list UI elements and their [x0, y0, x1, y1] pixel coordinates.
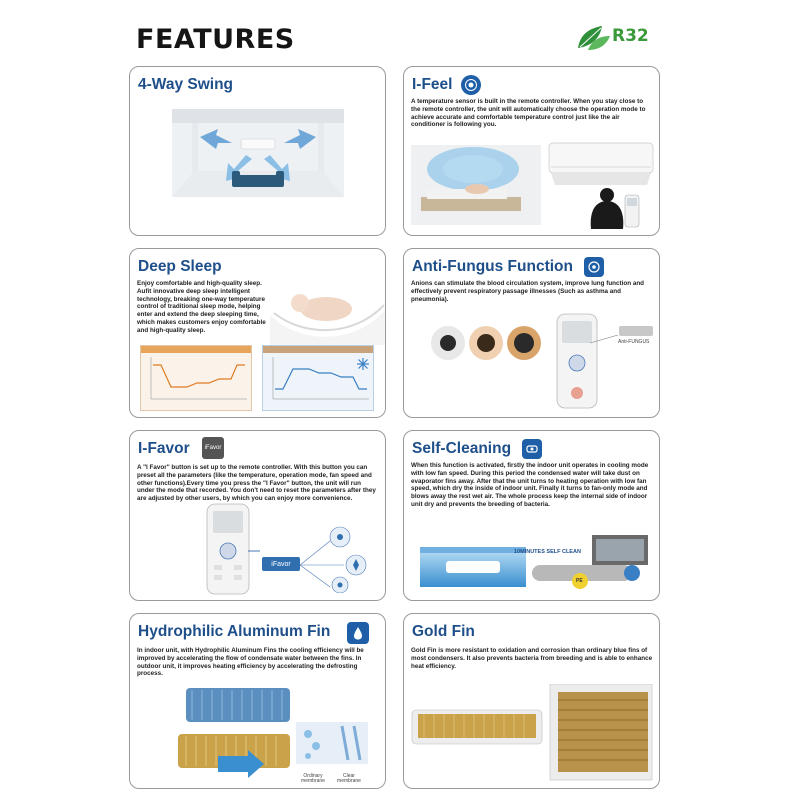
card-title: Deep Sleep: [138, 258, 222, 275]
anti-fungus-badge: [584, 257, 604, 277]
cooling-sleep-chart: [262, 345, 374, 411]
card-title: I-Feel: [412, 76, 453, 93]
card-title: Hydrophilic Aluminum Fin: [138, 623, 331, 640]
card-title: 4-Way Swing: [138, 76, 234, 93]
ordinary-membrane-label: Ordinary membrane: [301, 773, 325, 784]
feature-card-self-cleaning: [403, 430, 660, 601]
feature-card-anti-fungus: [403, 248, 660, 418]
feature-card-deep-sleep: [129, 248, 386, 418]
heating-curve: [141, 353, 251, 409]
i-favor-tag: [262, 557, 300, 571]
i-feel-illustration: [411, 139, 655, 229]
feature-card-four-way-swing: [129, 66, 386, 236]
card-description: A "I Favor" button is set up to the remote controller. With this button you can preset all the parameters (like the temperature, operation mode, fan speed and other functions).Every time you press the "I Favor" button, the unit will run under the mode that recorded. You don't need to reset the parameters after they are adjusted by other users, by which you can enjoy more convenience.: [137, 464, 376, 503]
feature-card-gold-fin: [403, 613, 660, 789]
card-title: I-Favor: [138, 440, 190, 457]
function-icons: [300, 523, 376, 593]
remote-controller: [556, 313, 598, 409]
fungus-circles: [428, 323, 544, 363]
gold-fin-units: [410, 684, 656, 782]
water-drop-icon: [351, 626, 365, 640]
sleeping-baby-image: [270, 275, 386, 345]
card-description: Gold Fin is more resistant to oxidation and corrosion than ordinary blue fins of most condensers. It also prevents bacteria from breeding and is able to enhance heat efficiency.: [411, 647, 653, 670]
i-favor-badge: [202, 437, 224, 459]
feature-card-hydrophilic-fin: [129, 613, 386, 789]
fungus-shield-icon: [587, 260, 601, 274]
i-favor-tag-label: iFavor: [271, 560, 291, 568]
self-cleaning-badge: [522, 439, 542, 459]
i-favor-badge-label: iFavor: [204, 445, 222, 451]
page-title: FEATURES: [136, 24, 295, 55]
self-clean-banner: [420, 547, 526, 587]
clear-membrane-label: Clear membrane: [337, 773, 361, 784]
i-feel-badge: [461, 75, 481, 95]
leaf-icon: [574, 20, 614, 54]
card-title: Anti-Fungus Function: [412, 258, 573, 275]
card-description: A temperature sensor is built in the remote controller. When you stay close to the remote controller, the unit will automatically choose the operation mode to achieve accurate and comfortable temperature control just like the air conditioner is following you.: [411, 98, 646, 129]
feature-card-i-feel: [403, 66, 660, 236]
anti-fungus-label: Anti-FUNGUS: [618, 339, 650, 345]
membrane-comparison: [296, 722, 368, 772]
anti-fungus-button: [619, 326, 653, 336]
remote-controller: [206, 503, 250, 595]
card-title: Gold Fin: [412, 623, 475, 640]
heating-sleep-chart: [140, 345, 252, 411]
r32-logo: [574, 20, 664, 56]
snowflake-icon: [356, 357, 370, 371]
card-title: Self-Cleaning: [412, 440, 512, 457]
pointer-line: [590, 333, 620, 345]
feature-card-i-favor: [129, 430, 386, 601]
filter-illustration: [526, 533, 650, 595]
room-illustration: [172, 109, 344, 197]
cleaning-icon: [525, 442, 539, 456]
pe-label: PE: [576, 578, 583, 584]
card-description: Enjoy comfortable and high-quality sleep. Aufit innovative deep sleep intelligent technology, breaking one-way temperature control of traditional sleep mode, helping enter and extend the deep sleeping time, which makes customers enjoy comfortable and high-quality sleep.: [137, 280, 266, 334]
card-description: When this function is activated, firstly the indoor unit operates in cooling mode with low fan speed. During this period the condensed water will take dust on evaporator fins away. After that the unit turns to heating operation with low fan speed, which dry the inside of indoor unit. Finally it turns to fan-only mode and blows away the rest wet air. The whole process keep the internal side of indoor unit dry and prevents the breeding of bacteria.: [411, 462, 649, 508]
hydrophilic-badge: [347, 622, 369, 644]
self-clean-heading: 10MINUTES SELF CLEAN: [514, 549, 581, 555]
fin-coils-illustration: [178, 684, 298, 780]
arrow-icon: [248, 541, 262, 561]
card-description: Anions can stimulate the blood circulation system, improve lung function and effectively prevent respiratory passage illnesses (Such as asthma and pneumonia).: [411, 280, 645, 303]
card-description: In indoor unit, with Hydrophilic Aluminum Fins the cooling efficiency will be improved by accelerating the flow of condensate water between the fins. In outdoor unit, it improves heating efficiency by accelerating the defrosting process.: [137, 647, 364, 678]
logo-text: R32: [612, 26, 649, 46]
sensor-icon: [464, 78, 478, 92]
